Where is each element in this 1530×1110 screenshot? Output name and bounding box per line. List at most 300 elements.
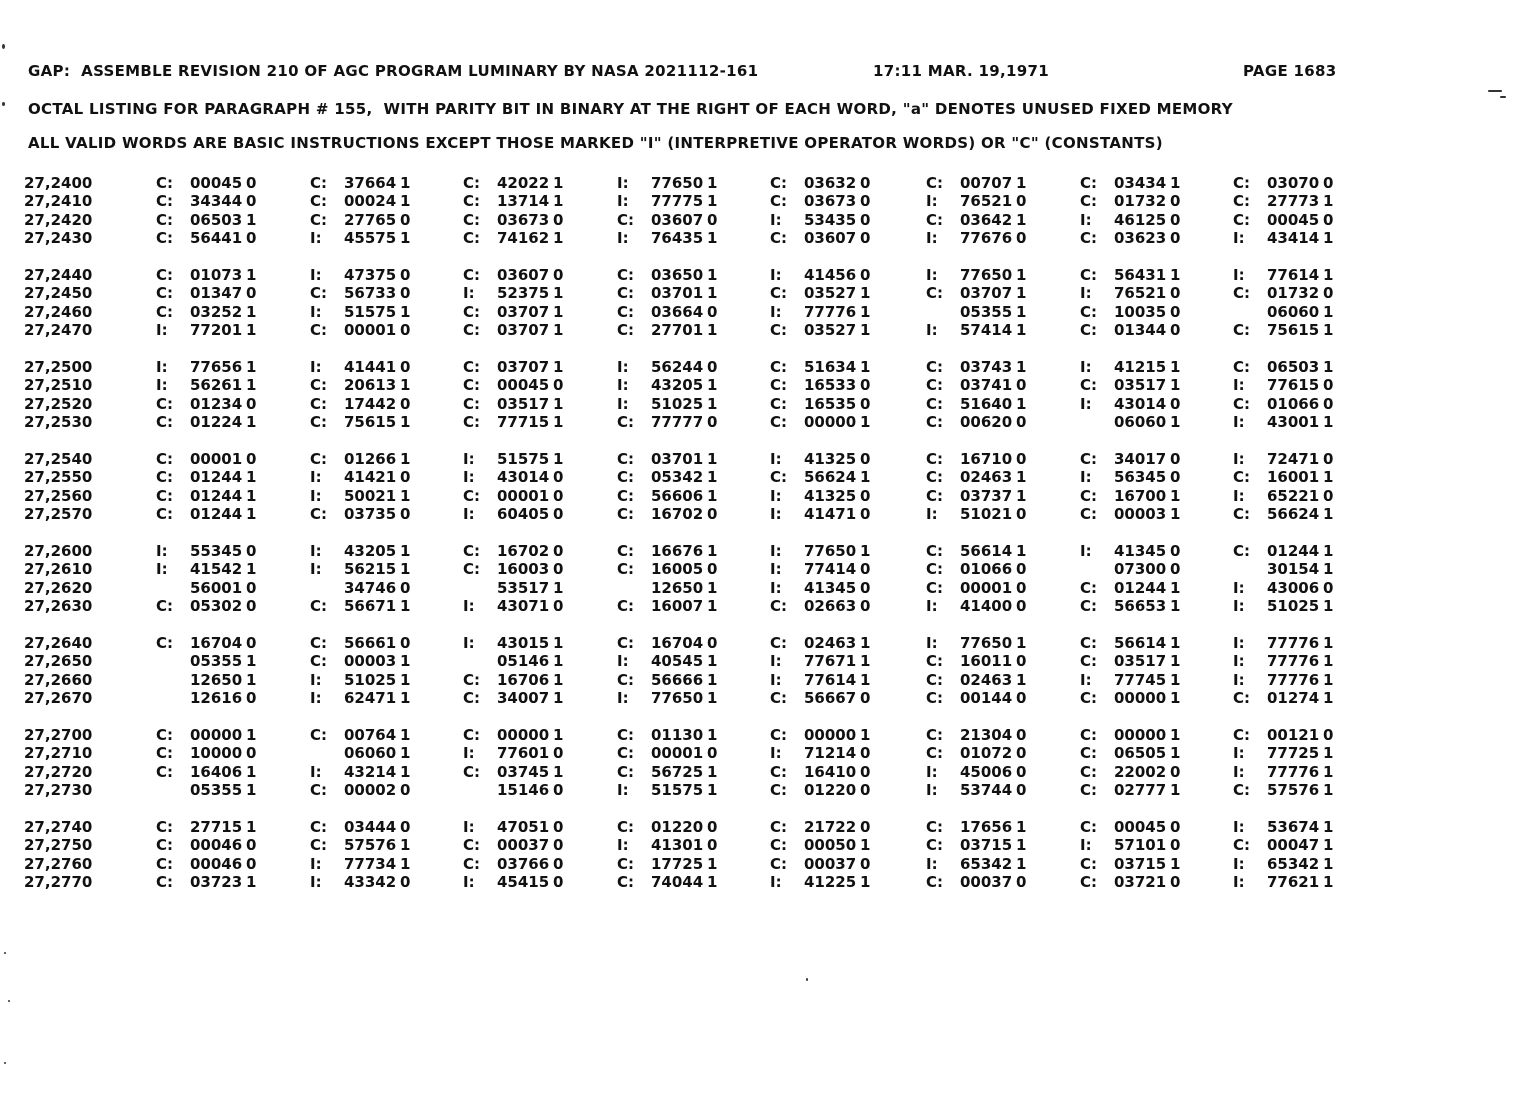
- octal-value: 01220: [804, 780, 857, 799]
- word-type-marker: C:: [770, 726, 788, 744]
- word-type-marker: C:: [770, 818, 788, 836]
- memory-word: [617, 542, 719, 560]
- memory-word: [770, 597, 872, 615]
- memory-word: [463, 229, 565, 247]
- parity-bit: 1: [400, 670, 411, 689]
- parity-bit: 1: [1170, 652, 1181, 671]
- memory-word: [156, 652, 258, 670]
- word-type-marker: C:: [617, 596, 635, 615]
- word-type-marker: C:: [310, 818, 328, 836]
- memory-word: [156, 836, 258, 854]
- listing-row: [0, 634, 1530, 652]
- parity-bit: 0: [707, 412, 718, 431]
- word-address: 27,2700: [24, 726, 93, 744]
- parity-bit: 0: [246, 596, 257, 615]
- memory-word: [1233, 689, 1335, 707]
- parity-bit: 1: [553, 634, 564, 652]
- word-type-marker: C:: [1080, 266, 1098, 284]
- memory-word: [156, 634, 258, 652]
- octal-value: 03632: [804, 174, 857, 192]
- octal-value: 65342: [1267, 854, 1320, 873]
- word-type-marker: C:: [1233, 542, 1251, 560]
- word-type-marker: C:: [770, 596, 788, 615]
- parity-bit: 0: [1323, 284, 1334, 303]
- octal-value: 02463: [960, 468, 1013, 487]
- octal-value: 56244: [651, 358, 704, 376]
- memory-word: [310, 855, 412, 873]
- listing-description: OCTAL LISTING FOR PARAGRAPH # 155, WITH PARITY BIT IN BINARY AT THE RIGHT OF EACH WORD, "a" DENOTES UNUSED FIXED MEMORY: [28, 100, 1233, 118]
- listing-title: GAP: ASSEMBLE REVISION 210 OF AGC PROGRAM LUMINARY BY NASA 2021112-161: [28, 62, 759, 80]
- octal-value: 06503: [190, 210, 243, 229]
- word-type-marker: C:: [310, 634, 328, 652]
- memory-word: [770, 542, 872, 560]
- word-type-marker: C:: [926, 174, 944, 192]
- memory-word: [1080, 634, 1182, 652]
- parity-bit: 1: [1323, 818, 1334, 836]
- memory-word: [617, 487, 719, 505]
- scan-speck: [4, 952, 6, 954]
- octal-value: 76521: [1114, 284, 1167, 303]
- memory-word: [617, 855, 719, 873]
- octal-value: 56606: [651, 486, 704, 505]
- octal-value: 00000: [1114, 688, 1167, 707]
- octal-value: 34746: [344, 578, 397, 597]
- parity-bit: 0: [553, 210, 564, 229]
- parity-bit: 0: [860, 780, 871, 799]
- word-type-marker: I:: [1233, 762, 1245, 781]
- parity-bit: 1: [707, 174, 718, 192]
- memory-word: [310, 376, 412, 394]
- octal-value: 41400: [960, 596, 1013, 615]
- word-type-marker: I:: [1233, 450, 1245, 468]
- octal-value: 77715: [497, 412, 550, 431]
- parity-bit: 0: [1016, 762, 1027, 781]
- word-type-marker: C:: [770, 174, 788, 192]
- word-type-marker: C:: [1080, 596, 1098, 615]
- memory-word: [463, 689, 565, 707]
- parity-bit: 1: [1170, 412, 1181, 431]
- parity-bit: 1: [707, 450, 718, 468]
- parity-bit: 1: [553, 726, 564, 744]
- word-type-marker: I:: [617, 836, 629, 855]
- parity-bit: 0: [400, 284, 411, 303]
- octal-value: 05342: [651, 468, 704, 487]
- octal-value: 20613: [344, 376, 397, 395]
- parity-bit: 0: [400, 210, 411, 229]
- word-type-marker: C:: [617, 302, 635, 321]
- octal-value: 03721: [1114, 872, 1167, 891]
- word-type-marker: C:: [1233, 688, 1251, 707]
- memory-word: [1080, 284, 1182, 302]
- word-address: 27,2770: [24, 872, 93, 891]
- memory-word: [770, 781, 872, 799]
- octal-value: 00764: [344, 726, 397, 744]
- memory-word: [156, 579, 258, 597]
- octal-value: 00045: [190, 174, 243, 192]
- word-type-marker: I:: [770, 578, 782, 597]
- parity-bit: 1: [860, 652, 871, 671]
- listing-row: [0, 542, 1530, 560]
- word-type-marker: C:: [1233, 726, 1251, 744]
- word-type-marker: C:: [617, 266, 635, 284]
- page-number: PAGE 1683: [1243, 62, 1337, 80]
- parity-bit: 1: [1170, 744, 1181, 763]
- octal-value: 00000: [190, 726, 243, 744]
- parity-bit: 0: [1170, 818, 1181, 836]
- octal-value: 51640: [960, 394, 1013, 413]
- octal-value: 16406: [190, 762, 243, 781]
- octal-value: 77734: [344, 854, 397, 873]
- octal-value: 16704: [651, 634, 704, 652]
- parity-bit: 1: [1323, 468, 1334, 487]
- word-type-marker: I:: [1080, 542, 1092, 560]
- parity-bit: 1: [1323, 228, 1334, 247]
- octal-value: 27715: [190, 818, 243, 836]
- octal-value: 01244: [1114, 578, 1167, 597]
- word-type-marker: I:: [463, 634, 475, 652]
- parity-bit: 1: [400, 542, 411, 560]
- word-type-marker: I:: [156, 358, 168, 376]
- word-type-marker: I:: [1233, 486, 1245, 505]
- memory-word: [770, 579, 872, 597]
- memory-word: [463, 652, 565, 670]
- parity-bit: 1: [1016, 174, 1027, 192]
- octal-value: 53674: [1267, 818, 1320, 836]
- word-type-marker: I:: [1233, 596, 1245, 615]
- memory-word: [463, 855, 565, 873]
- word-type-marker: C:: [770, 854, 788, 873]
- octal-value: 41421: [344, 468, 397, 487]
- octal-value: 03517: [497, 394, 550, 413]
- parity-bit: 1: [553, 192, 564, 211]
- listing-row: [0, 671, 1530, 689]
- word-type-marker: I:: [156, 320, 168, 339]
- parity-bit: 0: [246, 192, 257, 211]
- parity-bit: 0: [860, 394, 871, 413]
- octal-value: 77414: [804, 560, 857, 579]
- octal-value: 12650: [190, 670, 243, 689]
- parity-bit: 1: [707, 596, 718, 615]
- listing-row: [0, 358, 1530, 376]
- parity-bit: 1: [860, 542, 871, 560]
- word-type-marker: C:: [156, 486, 174, 505]
- parity-bit: 1: [400, 762, 411, 781]
- octal-value: 34017: [1114, 450, 1167, 468]
- memory-word: [1233, 818, 1335, 836]
- word-type-marker: C:: [310, 394, 328, 413]
- listing-row: [0, 689, 1530, 707]
- parity-bit: 1: [1170, 358, 1181, 376]
- word-type-marker: C:: [156, 284, 174, 303]
- memory-word: [926, 763, 1028, 781]
- word-type-marker: C:: [770, 634, 788, 652]
- word-type-marker: I:: [926, 596, 938, 615]
- word-type-marker: C:: [1233, 210, 1251, 229]
- octal-value: 65342: [960, 854, 1013, 873]
- memory-word: [1080, 487, 1182, 505]
- octal-value: 41325: [804, 450, 857, 468]
- parity-bit: 0: [1323, 450, 1334, 468]
- parity-bit: 1: [1323, 762, 1334, 781]
- octal-value: 00001: [344, 320, 397, 339]
- memory-word: [1233, 229, 1335, 247]
- parity-bit: 0: [707, 818, 718, 836]
- word-type-marker: C:: [926, 670, 944, 689]
- parity-bit: 0: [707, 744, 718, 763]
- word-address: 27,2510: [24, 376, 93, 395]
- octal-value: 16676: [651, 542, 704, 560]
- word-type-marker: C:: [617, 854, 635, 873]
- memory-word: [463, 560, 565, 578]
- scan-speck: [1500, 96, 1506, 98]
- memory-word: [1233, 284, 1335, 302]
- parity-bit: 0: [400, 504, 411, 523]
- octal-value: 16702: [651, 504, 704, 523]
- parity-bit: 0: [1170, 836, 1181, 855]
- parity-bit: 1: [1323, 320, 1334, 339]
- parity-bit: 0: [860, 744, 871, 763]
- octal-value: 00045: [497, 376, 550, 395]
- word-type-marker: C:: [770, 284, 788, 303]
- word-type-marker: I:: [1233, 872, 1245, 891]
- parity-bit: 1: [400, 726, 411, 744]
- memory-word: [463, 358, 565, 376]
- memory-word: [1233, 303, 1335, 321]
- octal-value: 00037: [497, 836, 550, 855]
- parity-bit: 0: [860, 174, 871, 192]
- word-type-marker: C:: [1233, 284, 1251, 303]
- parity-bit: 1: [553, 174, 564, 192]
- octal-value: 43414: [1267, 228, 1320, 247]
- parity-bit: 1: [860, 320, 871, 339]
- word-type-marker: C:: [156, 504, 174, 523]
- memory-word: [617, 192, 719, 210]
- listing-row: [0, 855, 1530, 873]
- memory-word: [617, 652, 719, 670]
- memory-word: [926, 671, 1028, 689]
- memory-word: [1080, 229, 1182, 247]
- octal-value: 56624: [804, 468, 857, 487]
- word-address: 27,2440: [24, 266, 93, 284]
- parity-bit: 1: [400, 688, 411, 707]
- octal-value: 53517: [497, 578, 550, 597]
- scan-speck: [2, 44, 5, 49]
- parity-bit: 0: [860, 504, 871, 523]
- memory-word: [463, 579, 565, 597]
- octal-value: 12616: [190, 688, 243, 707]
- memory-word: [617, 413, 719, 431]
- octal-value: 00001: [960, 578, 1013, 597]
- listing-row: [0, 395, 1530, 413]
- word-type-marker: C:: [1080, 228, 1098, 247]
- octal-value: 02463: [960, 670, 1013, 689]
- memory-word: [926, 744, 1028, 762]
- word-type-marker: I:: [310, 670, 322, 689]
- word-type-marker: C:: [1080, 578, 1098, 597]
- octal-value: 01234: [190, 394, 243, 413]
- word-type-marker: I:: [1080, 210, 1092, 229]
- memory-word: [310, 597, 412, 615]
- octal-value: 03673: [497, 210, 550, 229]
- parity-bit: 1: [1170, 578, 1181, 597]
- parity-bit: 1: [246, 412, 257, 431]
- word-type-marker: C:: [463, 376, 481, 395]
- octal-value: 56215: [344, 560, 397, 579]
- memory-word: [156, 450, 258, 468]
- parity-bit: 0: [1170, 542, 1181, 560]
- octal-value: 01073: [190, 266, 243, 284]
- memory-word: [156, 744, 258, 762]
- octal-value: 00045: [1114, 818, 1167, 836]
- memory-word: [463, 376, 565, 394]
- parity-bit: 0: [553, 744, 564, 763]
- listing-row: [0, 284, 1530, 302]
- word-type-marker: C:: [156, 634, 174, 652]
- word-type-marker: I:: [1233, 670, 1245, 689]
- word-type-marker: I:: [310, 468, 322, 487]
- word-type-marker: C:: [463, 486, 481, 505]
- octal-value: 03664: [651, 302, 704, 321]
- memory-word: [617, 671, 719, 689]
- memory-word: [463, 266, 565, 284]
- word-type-marker: I:: [310, 486, 322, 505]
- octal-value: 16706: [497, 670, 550, 689]
- word-type-marker: C:: [1233, 174, 1251, 192]
- word-type-marker: I:: [770, 560, 782, 579]
- parity-bit: 1: [246, 818, 257, 836]
- octal-value: 77614: [1267, 266, 1320, 284]
- memory-word: [926, 781, 1028, 799]
- octal-value: 01244: [190, 468, 243, 487]
- word-address: 27,2630: [24, 596, 93, 615]
- octal-value: 45415: [497, 872, 550, 891]
- octal-value: 77656: [190, 358, 243, 376]
- octal-value: 00037: [960, 872, 1013, 891]
- memory-word: [463, 726, 565, 744]
- octal-value: 41471: [804, 504, 857, 523]
- memory-word: [926, 542, 1028, 560]
- memory-word: [463, 836, 565, 854]
- word-type-marker: I:: [617, 358, 629, 376]
- parity-bit: 1: [707, 670, 718, 689]
- memory-word: [926, 303, 1028, 321]
- word-type-marker: C:: [310, 412, 328, 431]
- octal-value: 75615: [1267, 320, 1320, 339]
- scan-speck: [806, 978, 808, 981]
- memory-word: [156, 763, 258, 781]
- listing-row: [0, 505, 1530, 523]
- parity-bit: 1: [553, 652, 564, 671]
- parity-bit: 0: [400, 818, 411, 836]
- parity-bit: 1: [1016, 358, 1027, 376]
- memory-word: [310, 395, 412, 413]
- parity-bit: 0: [860, 192, 871, 211]
- parity-bit: 1: [1323, 192, 1334, 211]
- octal-value: 07300: [1114, 560, 1167, 579]
- word-address: 27,2600: [24, 542, 93, 560]
- octal-value: 71214: [804, 744, 857, 763]
- word-type-marker: I:: [1233, 634, 1245, 652]
- word-type-marker: C:: [617, 542, 635, 560]
- parity-bit: 0: [246, 688, 257, 707]
- parity-bit: 1: [707, 192, 718, 211]
- octal-value: 43214: [344, 762, 397, 781]
- word-type-marker: I:: [770, 744, 782, 763]
- octal-value: 56661: [344, 634, 397, 652]
- listing-row: [0, 192, 1530, 210]
- memory-word: [310, 726, 412, 744]
- octal-value: 17656: [960, 818, 1013, 836]
- word-type-marker: C:: [770, 320, 788, 339]
- octal-value: 03527: [804, 320, 857, 339]
- octal-value: 57414: [960, 320, 1013, 339]
- memory-word: [617, 358, 719, 376]
- word-type-marker: C:: [1233, 320, 1251, 339]
- parity-bit: 0: [246, 228, 257, 247]
- parity-bit: 1: [400, 376, 411, 395]
- word-type-marker: I:: [463, 450, 475, 468]
- memory-word: [1080, 358, 1182, 376]
- parity-bit: 1: [1016, 266, 1027, 284]
- octal-value: 03701: [651, 284, 704, 303]
- word-type-marker: C:: [617, 634, 635, 652]
- word-type-marker: I:: [310, 688, 322, 707]
- parity-bit: 1: [1170, 376, 1181, 395]
- listing-row: [0, 487, 1530, 505]
- parity-bit: 0: [400, 394, 411, 413]
- word-type-marker: C:: [1080, 504, 1098, 523]
- memory-word: [156, 174, 258, 192]
- octal-value: 60405: [497, 504, 550, 523]
- parity-bit: 0: [860, 210, 871, 229]
- memory-word: [617, 284, 719, 302]
- memory-word: [463, 873, 565, 891]
- word-type-marker: C:: [156, 836, 174, 855]
- parity-bit: 0: [246, 744, 257, 763]
- memory-word: [310, 671, 412, 689]
- memory-word: [310, 358, 412, 376]
- word-type-marker: C:: [1080, 634, 1098, 652]
- word-type-marker: I:: [770, 542, 782, 560]
- octal-value: 01344: [1114, 320, 1167, 339]
- memory-word: [1080, 597, 1182, 615]
- memory-word: [156, 689, 258, 707]
- octal-value: 43342: [344, 872, 397, 891]
- word-type-marker: C:: [156, 210, 174, 229]
- scan-speck: [1488, 90, 1502, 92]
- octal-value: 55345: [190, 542, 243, 560]
- memory-word: [926, 689, 1028, 707]
- parity-bit: 0: [246, 836, 257, 855]
- parity-bit: 1: [553, 688, 564, 707]
- memory-word: [1233, 652, 1335, 670]
- octal-value: 62471: [344, 688, 397, 707]
- octal-value: 06060: [1267, 302, 1320, 321]
- memory-word: [770, 284, 872, 302]
- parity-bit: 1: [707, 542, 718, 560]
- parity-bit: 0: [1016, 192, 1027, 211]
- listing-row: [0, 560, 1530, 578]
- octal-value: 77650: [960, 634, 1013, 652]
- memory-word: [463, 174, 565, 192]
- octal-value: 77650: [960, 266, 1013, 284]
- word-type-marker: C:: [926, 818, 944, 836]
- memory-word: [926, 652, 1028, 670]
- octal-value: 00003: [1114, 504, 1167, 523]
- memory-word: [1233, 413, 1335, 431]
- listing-row: [0, 376, 1530, 394]
- memory-word: [770, 211, 872, 229]
